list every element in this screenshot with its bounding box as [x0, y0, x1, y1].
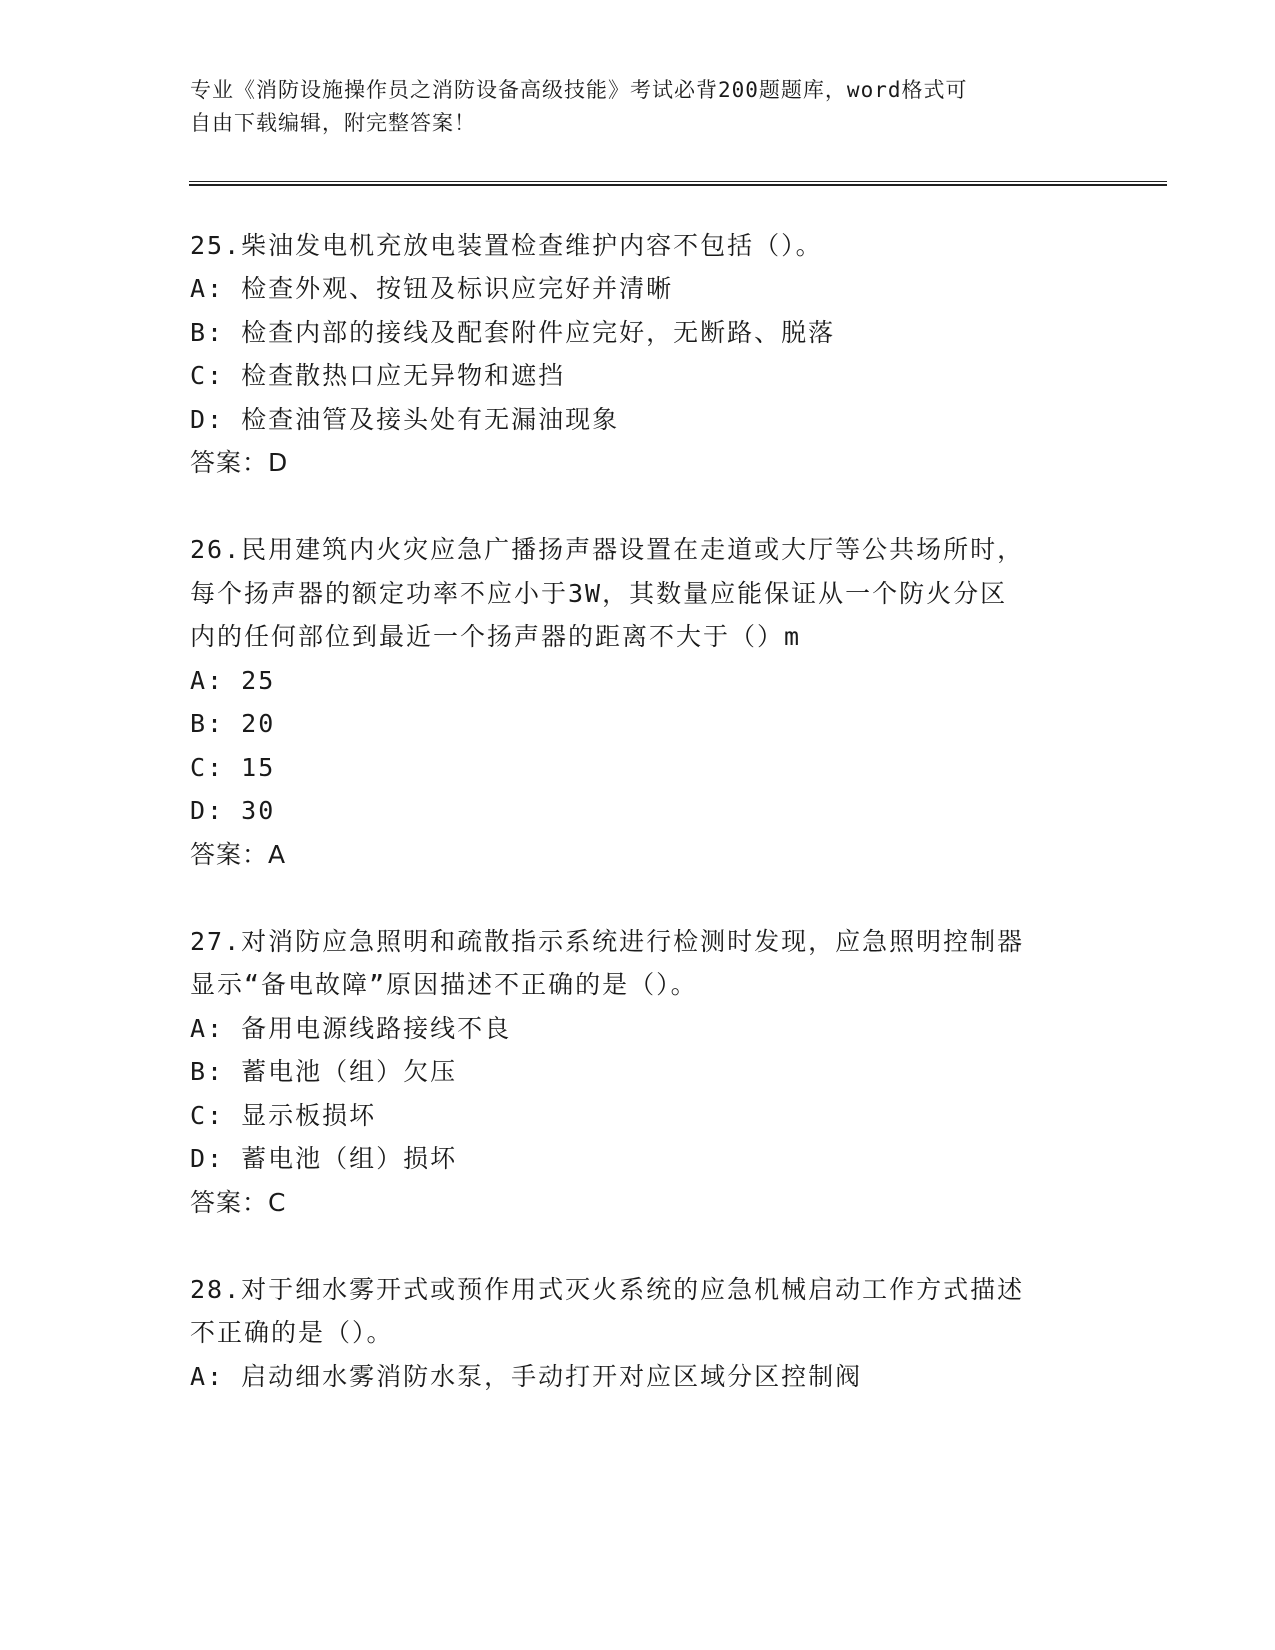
question-25-stem: 25.柴油发电机充放电装置检查维护内容不包括（）。: [190, 231, 823, 260]
question-26-option-b: B: 20: [190, 709, 276, 738]
header-line-1: 专业《消防设施操作员之消防设备高级技能》考试必背200题题库，word格式可: [190, 78, 968, 102]
question-26-stem-line-3: 内的任何部位到最近一个扬声器的距离不大于（）m: [190, 622, 802, 651]
question-28-option-a: A: 启动细水雾消防水泵，手动打开对应区域分区控制阀: [190, 1362, 863, 1391]
question-26-option-a: A: 25: [190, 666, 276, 695]
question-25-option-b: B: 检查内部的接线及配套附件应完好，无断路、脱落: [190, 318, 836, 347]
question-26-answer: 答案：A: [190, 840, 287, 869]
question-26-option-c: C: 15: [190, 753, 276, 782]
header-line-2: 自由下载编辑，附完整答案！: [190, 111, 476, 135]
question-26-option-d: D: 30: [190, 796, 276, 825]
question-26-stem-line-2: 每个扬声器的额定功率不应小于3W，其数量应能保证从一个防火分区: [190, 579, 1008, 608]
question-27-option-d: D: 蓄电池（组）损坏: [190, 1144, 458, 1173]
question-27-option-b: B: 蓄电池（组）欠压: [190, 1057, 458, 1086]
question-26-stem-line-1: 26.民用建筑内火灾应急广播扬声器设置在走道或大厅等公共场所时，: [190, 535, 1025, 564]
question-25-answer: 答案：D: [190, 448, 289, 477]
question-27-answer: 答案：C: [190, 1188, 287, 1217]
question-25-option-c: C: 检查散热口应无异物和遮挡: [190, 361, 566, 390]
question-27-option-a: A: 备用电源线路接线不良: [190, 1014, 512, 1043]
question-27-stem-line-2: 显示“备电故障”原因描述不正确的是（）。: [190, 970, 698, 999]
question-27-option-c: C: 显示板损坏: [190, 1101, 377, 1130]
question-28-stem-line-2: 不正确的是（）。: [190, 1318, 394, 1347]
header-divider: [189, 181, 1167, 186]
question-27-stem-line-1: 27.对消防应急照明和疏散指示系统进行检测时发现，应急照明控制器: [190, 927, 1025, 956]
question-25-option-d: D: 检查油管及接头处有无漏油现象: [190, 405, 620, 434]
document-header: [190, 74, 1090, 140]
question-25-option-a: A: 检查外观、按钮及标识应完好并清晰: [190, 274, 674, 303]
question-28-stem-line-1: 28.对于细水雾开式或预作用式灭火系统的应急机械启动工作方式描述: [190, 1275, 1025, 1304]
